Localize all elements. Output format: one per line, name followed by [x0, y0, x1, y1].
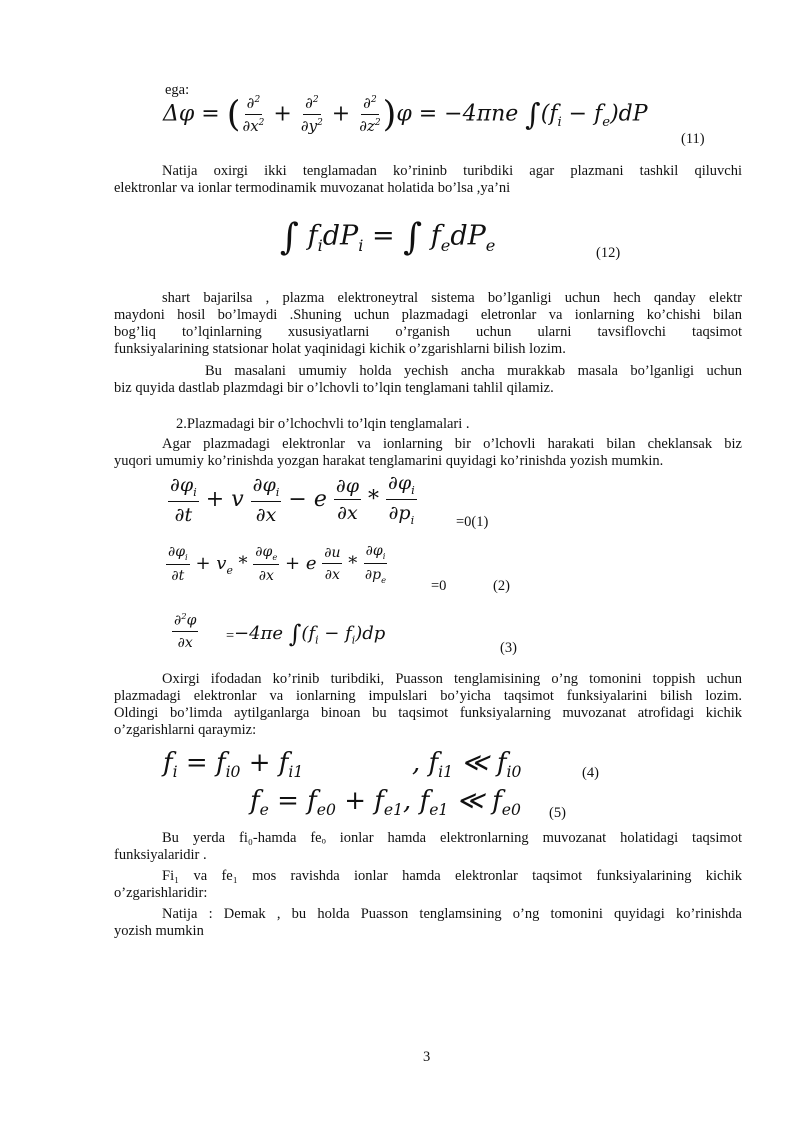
equation-number-3: (3)	[500, 640, 517, 656]
paragraph-6-line-2: funksiyalaridir .	[114, 847, 207, 863]
equation-number-11: (11)	[681, 131, 705, 147]
paragraph-4-line-1: Agar plazmadagi elektronlar va ionlarning bir o’lchovli harakati bilan cheklansak biz	[162, 436, 742, 452]
equation-3-rhs: −4πe $\int(f_i - f_i)dp$	[234, 619, 386, 648]
paragraph-4-line-2: yuqori umumiy ko’rinishda yozgan harakat tenglamarini quyidagi ko’rinishda yozish mumkin.	[114, 453, 664, 469]
equation-3: $\frac{\partial^2\varphi}{\partial x}$	[174, 611, 197, 651]
paragraph-5-line-2: plazmadagi elektronlar va ionlarning impulslari bo’yicha taqsimot funksiyalarini bilish lozim.	[114, 688, 742, 704]
equation-number-4: (4)	[582, 765, 599, 781]
equation-number-5: (5)	[549, 805, 566, 821]
paragraph-6-line-1: Bu yerda fi₀-hamda feₒ ionlar hamda elektronlarning muvozanat holatidagi taqsimot	[162, 830, 742, 846]
paragraph-1-line-2: elektronlar va ionlar termodinamik muvozanat holatida bo’lsa ,ya’ni	[114, 180, 511, 196]
paragraph-7-line-1: Fi₁ va fe₁ mos ravishda ionlar hamda elektronlar taqsimot funksiyalarining kichik	[162, 868, 742, 884]
paragraph-3-line-2: biz quyida dastlab plazmdagi bir o’lchovli to’lqin tenglamani tahlil qilamiz.	[114, 380, 554, 396]
text-ega: ega:	[165, 82, 190, 98]
section-heading: 2.Plazmadagi bir o’lchochvli to’lqin tenglamalari .	[176, 416, 470, 432]
paragraph-2-line-1: shart bajarilsa , plazma elektroneytral sistema bo’lganligi uchun hech qanday elektr	[162, 290, 742, 306]
equation-2: $\frac{\partial\varphi_i}{\partial t}$ + $v_e$ * $\frac{\partial\varphi_e}{\partial x}$ + e $\frac{\partial u}{\partial x}$ * $\frac{\partial\varphi_i}{\partial p_e}$	[168, 543, 387, 585]
paragraph-2-line-2: maydoni hosil bo’lmaydi .Shuning uchun plazmadagi eletronlar va ionlarning ko’chishi bilan	[114, 307, 742, 323]
equation-4: $f_i = f_{i0} + f_{i1}$	[163, 748, 304, 782]
equation-number-12: (12)	[596, 245, 621, 261]
equation-2-equals: =0	[431, 578, 447, 594]
paragraph-2-line-3: bog’liq to’lqinlarning xususiyatlarni o’rganish uchun ularni tavsiflovchi taqsimot	[114, 324, 742, 340]
paragraph-3-line-1: Bu masalani umumiy holda yechish ancha murakkab masala bo’lganligi uchun	[205, 363, 742, 379]
paragraph-1-line-1: Natija oxirgi ikki tenglamadan ko’rininb turibdiki agar plazmani tashkil qiluvchi	[162, 163, 742, 179]
paragraph-5-line-3: Oldingi bo’limda aytilganlarga binoan bu taqsimot funksiyalarning muvozanat atrofidagi kichik	[114, 705, 742, 721]
paragraph-7-line-2: o’zgarishlaridir:	[114, 885, 208, 901]
equation-number-2: (2)	[493, 578, 510, 594]
paragraph-8-line-2: yozish mumkin	[114, 923, 204, 939]
equation-11: Δφ = ( $\frac{\partial^2}{\partial x^2}$ + $\frac{\partial^2}{\partial y^2}$ + $\frac{\partial^2}{\partial z^2}$ )φ = −4πne $\int(f_i - f_e)dP$	[163, 93, 648, 135]
equation-1: $\frac{\partial\varphi_i}{\partial t}$ + v $\frac{\partial\varphi_i}{\partial x}$ − e $\frac{\partial\varphi}{\partial x}$ * $\frac{\partial\varphi_i}{\partial p_i}$	[170, 472, 415, 527]
page-number: 3	[423, 1049, 431, 1065]
paragraph-5-line-1: Oxirgi ifodadan ko’rinib turibdiki, Puasson tenglamisining o’ng tomonini toppish uchun	[162, 671, 742, 687]
paragraph-5-line-4: o’zgarishlarni qaraymiz:	[114, 722, 257, 738]
paragraph-8-line-1: Natija : Demak , bu holda Puasson tenglamsining o’ng tomonini quyidagi ko’rinishda	[162, 906, 742, 922]
equation-12: ∫ $f_idP_i$ = ∫ $f_edP_e$	[280, 215, 496, 258]
paragraph-2-line-4: funksiyalarining statsionar holat yaqinidagi kichik o’zgarishlarni bilish lozim.	[114, 341, 566, 357]
equation-3-equals: =	[226, 628, 235, 644]
equation-5: $f_e = f_{e0} + f_{e1}$, $f_{e1}$ ≪ $f_{e0}$	[250, 786, 521, 820]
equation-number-1: =0(1)	[456, 514, 489, 530]
equation-4-condition: , $f_{i1}$ ≪ $f_{i0}$	[412, 748, 522, 782]
